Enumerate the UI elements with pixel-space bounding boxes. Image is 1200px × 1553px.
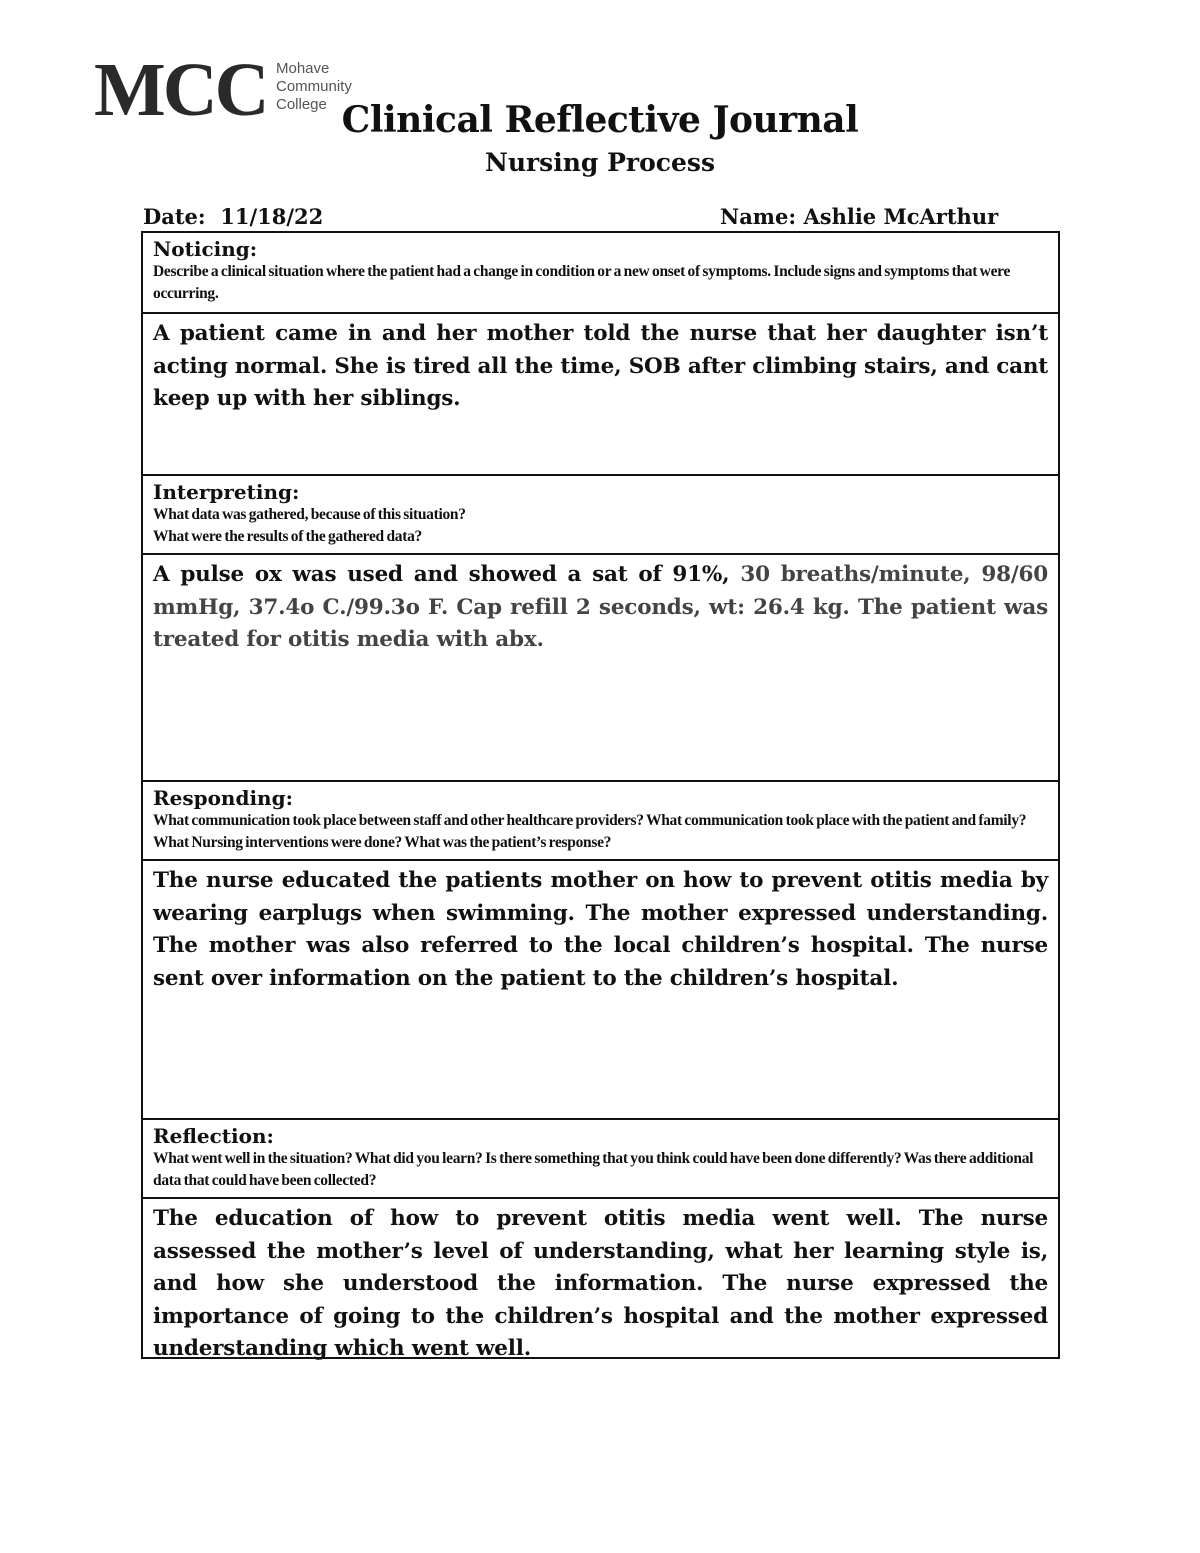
date-label: Date: <box>143 204 206 229</box>
section-answer: The nurse educated the patients mother on how to prevent otitis media by wearing earplugs when swimming. The mother expressed understanding. The mother was also referred to the local children’s hospital. The nurse sent over information on the patient to the children’s hospital. <box>153 868 1048 991</box>
section-prompt-line: What data was gathered, because of this situation? <box>153 506 466 523</box>
logo-line: Mohave <box>276 60 330 77</box>
logo-line: Community <box>276 78 352 95</box>
reflection-answer-cell <box>143 1197 1058 1361</box>
date-field <box>143 203 323 231</box>
answer-part: 30 breaths/minute, 98/60 mmHg, 37.4o C./99.3o F. Cap refill 2 seconds, wt: 26.4 kg. The patient was treated for otitis media with abx. <box>153 562 1049 652</box>
section-answer <box>153 559 1048 657</box>
noticing-prompt-cell <box>143 233 1058 312</box>
logo-line: College <box>276 96 327 113</box>
section-prompt: What communication took place between staff and other healthcare providers? What communication took place with the patient and family? What Nursing interventions were done? What was the patient’s response? <box>153 812 1027 851</box>
logo-abbreviation: MCC <box>94 48 267 132</box>
name-field <box>720 203 998 231</box>
section-heading: Interpreting: <box>153 480 300 504</box>
section-heading: Noticing: <box>153 237 258 261</box>
interpreting-prompt-cell <box>143 474 1058 553</box>
section-answer: The education of how to prevent otitis media went well. The nurse assessed the mother’s level of understanding, what her learning style is, and how she understood the information. The nurse expressed the importance of going to the children’s hospital and the mother expressed understanding which went well. <box>153 1206 1048 1361</box>
section-heading: Responding: <box>153 786 293 810</box>
section-answer: A patient came in and her mother told the nurse that her daughter isn’t acting normal. She is tired all the time, SOB after climbing stairs, and cant keep up with her siblings. <box>153 321 1048 411</box>
page-subtitle: Nursing Process <box>484 148 716 177</box>
answer-part: A pulse ox was used and showed a sat of 91%, <box>153 562 741 587</box>
noticing-answer-cell <box>143 312 1058 474</box>
interpreting-answer-cell <box>143 553 1058 780</box>
name-label: Name: <box>720 204 797 229</box>
responding-answer-cell <box>143 859 1058 1118</box>
reflection-prompt-cell <box>143 1118 1058 1197</box>
section-heading: Reflection: <box>153 1124 274 1148</box>
date-value: 11/18/22 <box>220 204 324 229</box>
section-prompt: What went well in the situation? What did you learn? Is there something that you think could have been done differently? Was there additional data that could have been collected? <box>153 1150 1034 1189</box>
journal-form <box>141 231 1060 1359</box>
responding-prompt-cell <box>143 780 1058 859</box>
section-prompt: Describe a clinical situation where the patient had a change in condition or a new onset of symptoms. Include signs and symptoms that were occurring. <box>153 263 1011 302</box>
name-value: Ashlie McArthur <box>803 204 999 229</box>
section-prompt-line: What were the results of the gathered data? <box>153 528 422 545</box>
page-title: Clinical Reflective Journal <box>341 99 859 141</box>
